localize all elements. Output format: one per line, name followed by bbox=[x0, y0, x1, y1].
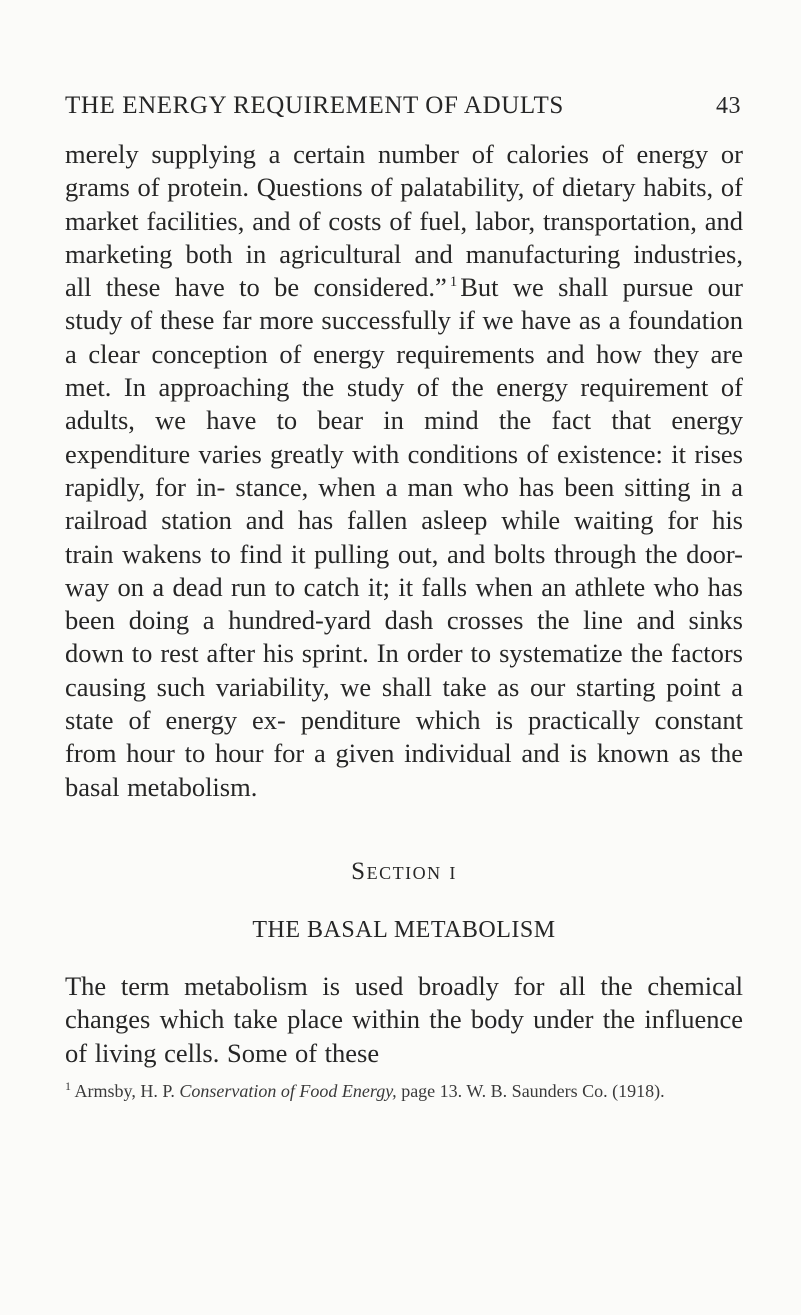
body-text bbox=[65, 138, 743, 1070]
paragraph-2: The term metabolism is used broadly for all the chemical changes which take place within the body under the influence of living cells. Some of these bbox=[65, 970, 743, 1068]
running-head-title: THE ENERGY REQUIREMENT OF ADULTS bbox=[65, 92, 564, 119]
footnote bbox=[65, 1079, 743, 1103]
section-label bbox=[65, 854, 743, 890]
footnote-reference: 1 bbox=[449, 274, 458, 291]
footnote-book-title: Conservation of Food Energy, bbox=[179, 1080, 397, 1101]
footnote-author: Armsby, H. P. bbox=[74, 1080, 175, 1101]
paragraph-1-text-b: But we shall pursue our study of these far more successfully if we have as a foundation a clear conception of energy requirements and how they are met. In approaching the study of the energy requirement of adults, we have to bear in mind the fact that energy expenditure varies greatly with conditions of existence: it rises rapidly, for in- stance, when a man who has been sitting in a railroad station and has fallen asleep while waiting for his train wakens to find it pulling out, and bolts through the door- way on a dead run to catch it; it falls when an athlete who has been doing a hundred-yard dash crosses the line and sinks down to rest after his sprint. In order to systematize the factors causing such variability, we shall take as our starting point a state of energy ex- penditure which is practically constant from hour to hour for a given individual and is known as the basal metabolism. bbox=[65, 272, 743, 802]
section-label-text: Section i bbox=[351, 857, 457, 885]
paragraph-1 bbox=[65, 138, 743, 804]
section-heading: THE BASAL METABOLISM bbox=[252, 916, 556, 943]
running-head bbox=[65, 86, 743, 126]
book-page bbox=[65, 86, 743, 1103]
footnote-mark: 1 bbox=[65, 1078, 71, 1093]
page-number: 43 bbox=[716, 93, 741, 119]
paragraph-1-text-a: merely supplying a certain number of calories of energy or grams of protein. Questions of palatability, of dietary habits, of market facilities, and of costs of fuel, labor, transportation, and marketing both in agricultural and manufacturing industries, all these have to be considered.” bbox=[65, 139, 743, 303]
footnote-rest: page 13. W. B. Saunders Co. (1918). bbox=[401, 1080, 665, 1101]
